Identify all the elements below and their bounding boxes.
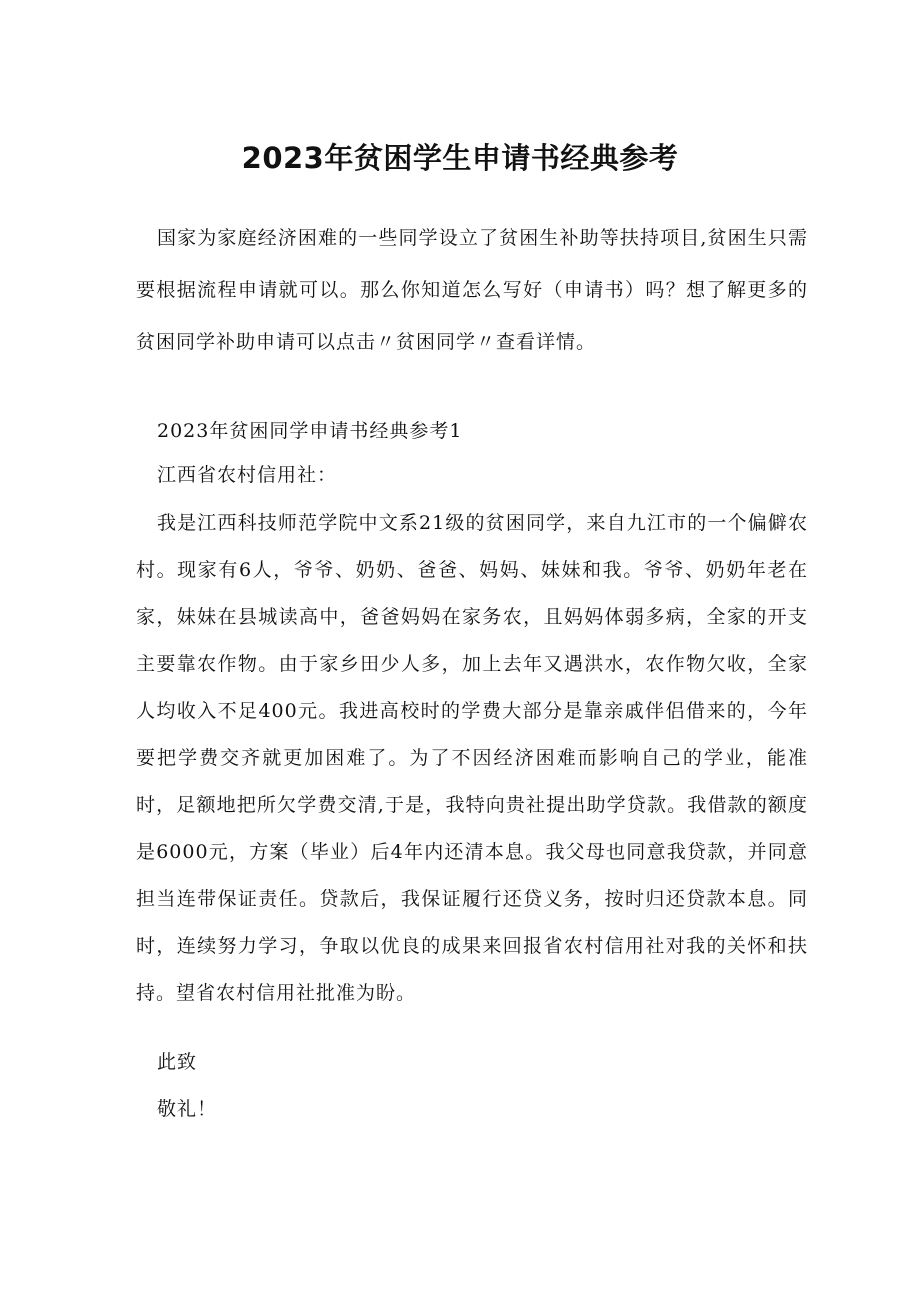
- body-paragraph: 我是江西科技师范学院中文系21级的贫困同学，来自九江市的一个偏僻农村。现家有6人，爷爷、奶奶、爸爸、妈妈、妹妹和我。爷爷、奶奶年老在家，妹妹在县城读高中，爸爸妈妈在家务农，且妈妈体弱多病，全家的开支主要靠农作物。由于家乡田少人多，加上去年又遇洪水，农作物欠收，全家人均收入不足400元。我进高校时的学费大部分是靠亲戚伴侣借来的，今年要把学费交齐就更加困难了。为了不因经济困难而影响自己的学业，能准时，足额地把所欠学费交清,于是，我特向贵社提出助学贷款。我借款的额度是6000元，方案（毕业）后4年内还清本息。我父母也同意我贷款，并同意担当连带保证责任。贷款后，我保证履行还贷义务，按时归还贷款本息。同时，连续努力学习，争取以优良的成果来回报省农村信用社对我的关怀和扶持。望省农村信用社批准为盼。: [136, 512, 808, 1004]
- closing-line-1: 此致: [157, 1051, 198, 1073]
- closing-line-2: 敬礼！: [157, 1098, 218, 1120]
- document-title: 2023年贫困学生申请书经典参考: [241, 141, 679, 175]
- intro-paragraph: 国家为家庭经济困难的一些同学设立了贫困生补助等扶持项目,贫困生只需要根据流程申请就可以。那么你知道怎么写好（申请书）吗？想了解更多的贫困同学补助申请可以点击〃贫困同学〃查看详情。: [136, 227, 808, 353]
- salutation: 江西省农村信用社：: [157, 464, 338, 486]
- section-heading: 2023年贫困同学申请书经典参考1: [157, 420, 463, 442]
